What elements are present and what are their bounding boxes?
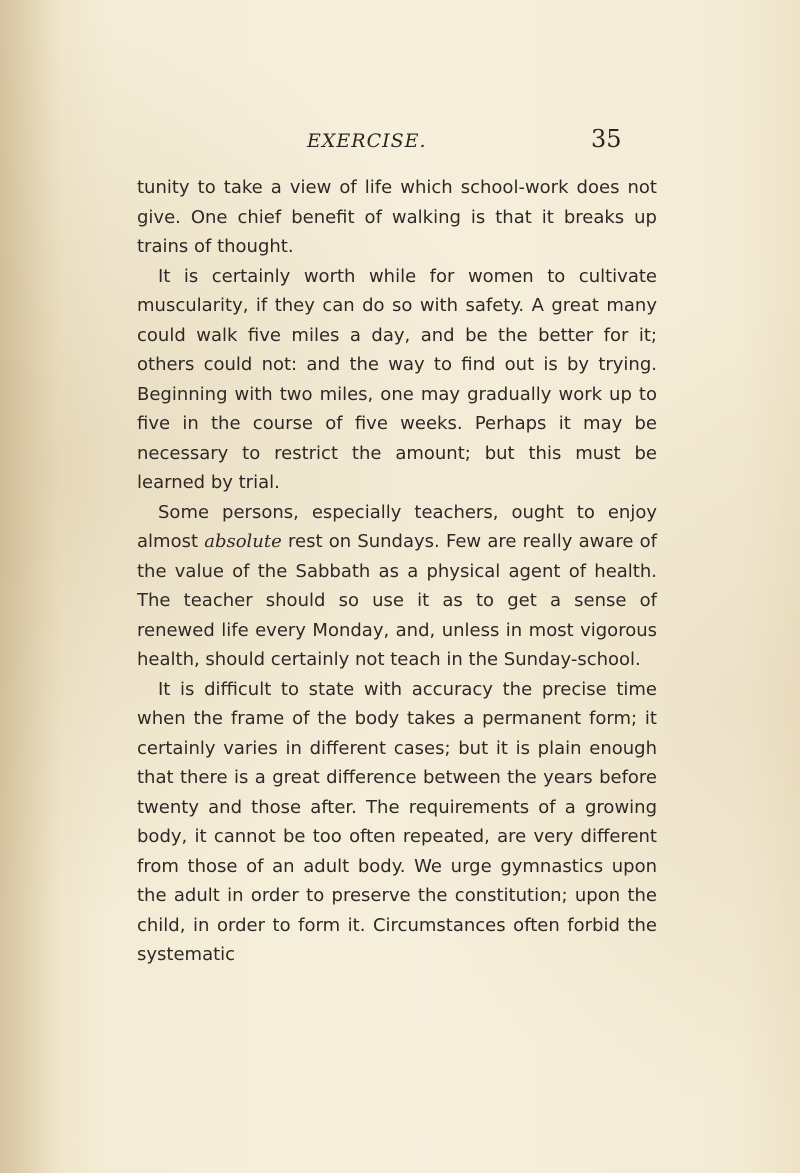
paragraph-3-start: Some persons, especially teachers, ought to enjoy almost bbox=[137, 501, 657, 552]
paragraph-2: It is certainly worth while for women to cultivate muscularity, if they can do so with safety. A great many could walk five miles a day, and be the better for it; others could not: and the way to find out is by trying. Beginning with two miles, one may gradually work up to five in the course of five weeks. Perhaps it may be necessary to restrict the amount; but this must be learned by trial. bbox=[137, 265, 657, 493]
running-title: EXERCISE. bbox=[307, 130, 427, 152]
paragraph-4: It is difficult to state with accuracy the precise time when the frame of the body takes a permanent form; it certainly varies in different cases; but it is plain enough that there is a great difference between the years before twenty and those after. The requirements of a growing body, it cannot be too often repeated, are very different from those of an adult body. We urge gymnastics upon the adult in order to preserve the constitution; upon the child, in order to form it. Circumstances often forbid the systematic bbox=[137, 678, 657, 965]
emphasized-word: absolute bbox=[204, 531, 282, 552]
page-number: 35 bbox=[591, 125, 622, 153]
paragraph-3 bbox=[137, 498, 657, 675]
paragraph-3-end: rest on Sundays. Few are really aware of the value of the Sabbath as a physical agent of health. The teacher should so use it as to get a sense of renewed life every Monday, and, unless in most vigorous health, should certainly not teach in the Sunday-school. bbox=[137, 531, 657, 670]
page-edge-stain bbox=[0, 0, 60, 1173]
body-text bbox=[137, 173, 657, 970]
paragraph-1: tunity to take a view of life which school-work does not give. One chief benefit of walking is that it breaks up trains of thought. bbox=[137, 177, 657, 257]
running-header bbox=[60, 124, 680, 164]
